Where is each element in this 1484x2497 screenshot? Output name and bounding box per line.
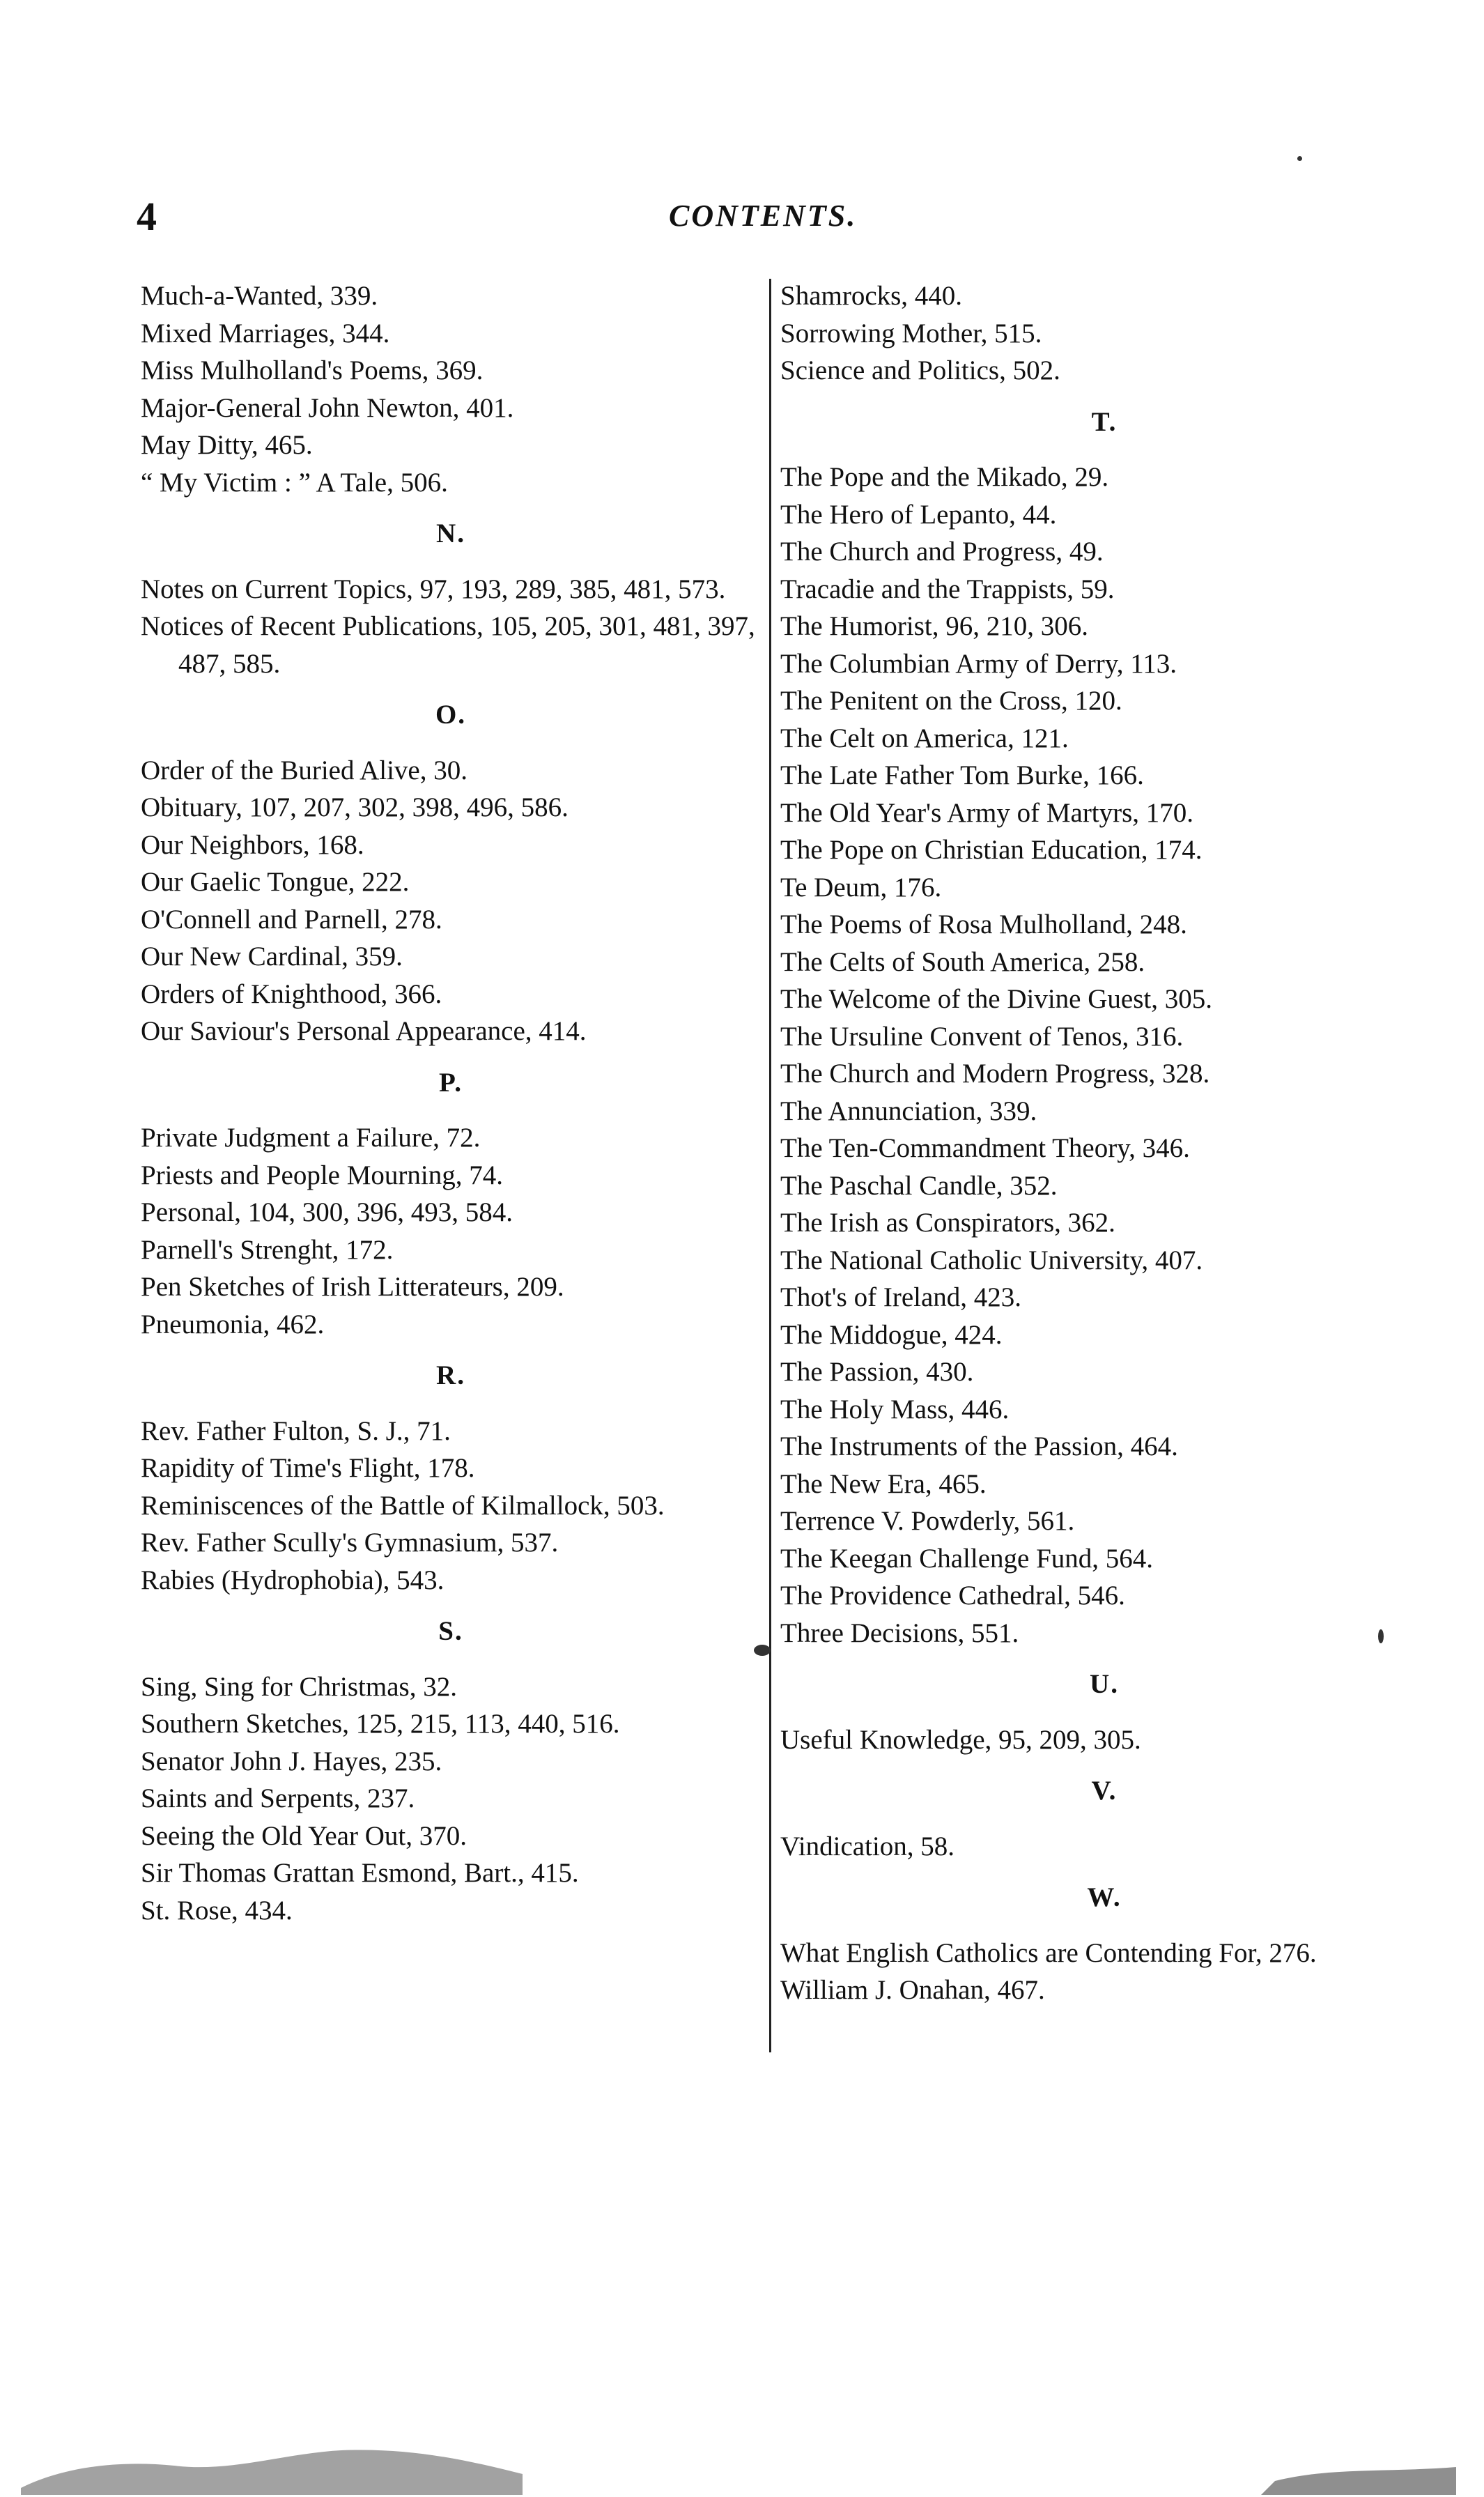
left-contents-entry: Much-a-Wanted, 339. xyxy=(141,281,378,311)
left-contents-entry: Miss Mulholland's Poems, 369. xyxy=(141,355,484,385)
left-contents-entry: Saints and Serpents, 237. xyxy=(141,1783,415,1813)
right-contents-entry: Three Decisions, 551. xyxy=(780,1618,1019,1648)
right-contents-entry: The Irish as Conspirators, 362. xyxy=(780,1208,1115,1238)
left-contents-entry: Southern Sketches, 125, 215, 113, 440, 516. xyxy=(141,1709,620,1739)
page-number: 4 xyxy=(137,194,157,239)
contents-column-right xyxy=(780,277,1428,2009)
right-contents-entry: The Old Year's Army of Martyrs, 170. xyxy=(780,797,1194,828)
left-section-letter: P. xyxy=(439,1067,463,1098)
left-section-letter: N. xyxy=(436,518,465,548)
left-contents-entry: “ My Victim : ” A Tale, 506. xyxy=(141,467,448,498)
left-section-letter: S. xyxy=(438,1616,463,1646)
left-contents-entry: Rabies (Hydrophobia), 543. xyxy=(141,1565,445,1595)
ink-speck xyxy=(1378,1629,1384,1643)
left-contents-entry: Seeing the Old Year Out, 370. xyxy=(141,1820,467,1851)
right-contents-entry: The Pope on Christian Education, 174. xyxy=(780,835,1203,865)
right-section-letter: W. xyxy=(1087,1882,1122,1912)
right-contents-entry: What English Catholics are Contending For, 276. xyxy=(780,1937,1317,1968)
right-contents-entry: The Ursuline Convent of Tenos, 316. xyxy=(780,1021,1184,1052)
contents-column-left xyxy=(141,277,761,1929)
left-contents-entry: Order of the Buried Alive, 30. xyxy=(141,755,467,785)
right-contents-entry: The Paschal Candle, 352. xyxy=(780,1170,1058,1201)
left-contents-entry: Parnell's Strenght, 172. xyxy=(141,1234,394,1265)
left-contents-entry: O'Connell and Parnell, 278. xyxy=(141,904,442,935)
left-contents-entry: Rapidity of Time's Flight, 178. xyxy=(141,1453,475,1483)
right-contents-entry: Useful Knowledge, 95, 209, 305. xyxy=(780,1724,1141,1755)
right-section-letter: U. xyxy=(1090,1669,1119,1699)
left-section-letter: R. xyxy=(436,1360,465,1390)
left-contents-entry: St. Rose, 434. xyxy=(141,1895,293,1926)
left-contents-entry: Senator John J. Hayes, 235. xyxy=(141,1746,442,1776)
left-contents-entry: Pen Sketches of Irish Litterateurs, 209. xyxy=(141,1272,564,1302)
left-contents-entry: Personal, 104, 300, 396, 493, 584. xyxy=(141,1197,513,1227)
right-contents-entry: William J. Onahan, 467. xyxy=(780,1975,1045,2005)
right-contents-entry: The Keegan Challenge Fund, 564. xyxy=(780,1543,1154,1574)
left-contents-entry: Major-General John Newton, 401. xyxy=(141,392,514,423)
left-contents-entry: Sing, Sing for Christmas, 32. xyxy=(141,1671,457,1702)
right-contents-entry: The Church and Modern Progress, 328. xyxy=(780,1059,1210,1089)
right-contents-entry: The Celt on America, 121. xyxy=(780,723,1069,753)
left-contents-entry: Notices of Recent Publications, 105, 205, 301, 481, 397, 487, 585. xyxy=(141,611,755,679)
left-contents-entry: Our Saviour's Personal Appearance, 414. xyxy=(141,1016,587,1046)
right-section-letter: T. xyxy=(1091,406,1118,437)
right-contents-entry: Science and Politics, 502. xyxy=(780,355,1060,385)
left-contents-entry: Pneumonia, 462. xyxy=(141,1309,325,1339)
right-contents-entry: Sorrowing Mother, 515. xyxy=(780,318,1042,348)
right-section-letter: V. xyxy=(1091,1776,1118,1806)
right-contents-entry: Thot's of Ireland, 423. xyxy=(780,1282,1022,1312)
left-contents-entry: Notes on Current Topics, 97, 193, 289, 385, 481, 573. xyxy=(141,574,726,604)
right-contents-entry: The National Catholic University, 407. xyxy=(780,1245,1203,1275)
left-contents-entry: Private Judgment a Failure, 72. xyxy=(141,1123,481,1153)
left-contents-entry: Reminiscences of the Battle of Kilmallock, 503. xyxy=(141,1490,665,1521)
ink-speck xyxy=(754,1645,771,1656)
right-contents-entry: The Instruments of the Passion, 464. xyxy=(780,1431,1178,1461)
right-contents-entry: The Ten-Commandment Theory, 346. xyxy=(780,1133,1190,1163)
right-contents-entry: The Passion, 430. xyxy=(780,1357,974,1387)
right-contents-entry: The Holy Mass, 446. xyxy=(780,1394,1010,1424)
right-contents-entry: The Late Father Tom Burke, 166. xyxy=(780,760,1144,790)
running-title: CONTENTS. xyxy=(669,199,858,233)
left-contents-entry: Our New Cardinal, 359. xyxy=(141,942,403,971)
right-contents-entry: The Poems of Rosa Mulholland, 248. xyxy=(780,909,1187,939)
right-contents-entry: The Columbian Army of Derry, 113. xyxy=(780,648,1177,679)
left-contents-entry: May Ditty, 465. xyxy=(141,430,313,460)
right-contents-entry: Vindication, 58. xyxy=(780,1831,955,1861)
right-contents-entry: Shamrocks, 440. xyxy=(780,281,963,311)
right-contents-entry: The Providence Cathedral, 546. xyxy=(780,1581,1125,1611)
right-contents-entry: The New Era, 465. xyxy=(780,1468,987,1499)
right-contents-entry: The Pope and the Mikado, 29. xyxy=(780,462,1109,492)
column-divider xyxy=(769,279,771,2052)
left-contents-entry: Rev. Father Fulton, S. J., 71. xyxy=(141,1415,451,1446)
ink-speck xyxy=(1297,156,1302,161)
right-contents-entry: The Penitent on the Cross, 120. xyxy=(780,686,1122,716)
right-contents-entry: The Church and Progress, 49. xyxy=(780,537,1104,567)
left-contents-entry: Our Gaelic Tongue, 222. xyxy=(141,867,410,897)
left-section-letter: O. xyxy=(435,700,467,730)
right-contents-entry: The Celts of South America, 258. xyxy=(780,946,1145,977)
left-contents-entry: Orders of Knighthood, 366. xyxy=(141,978,442,1009)
left-contents-entry: Sir Thomas Grattan Esmond, Bart., 415. xyxy=(141,1858,579,1888)
left-contents-entry: Priests and People Mourning, 74. xyxy=(141,1160,503,1190)
right-contents-entry: The Hero of Lepanto, 44. xyxy=(780,499,1057,530)
right-contents-entry: The Welcome of the Divine Guest, 305. xyxy=(780,984,1212,1014)
right-contents-entry: The Annunciation, 339. xyxy=(780,1096,1037,1126)
left-contents-entry: Our Neighbors, 168. xyxy=(141,829,364,860)
right-contents-entry: The Humorist, 96, 210, 306. xyxy=(780,611,1088,641)
left-contents-entry: Rev. Father Scully's Gymnasium, 537. xyxy=(141,1528,559,1558)
left-contents-entry: Mixed Marriages, 344. xyxy=(141,318,390,348)
right-contents-entry: Te Deum, 176. xyxy=(780,872,942,902)
right-contents-entry: Terrence V. Powderly, 561. xyxy=(780,1506,1075,1536)
right-contents-entry: The Middogue, 424. xyxy=(780,1319,1003,1350)
page-edge-smudge xyxy=(21,2383,1456,2495)
left-contents-entry: Obituary, 107, 207, 302, 398, 496, 586. xyxy=(141,792,569,822)
right-contents-entry: Tracadie and the Trappists, 59. xyxy=(780,574,1115,604)
